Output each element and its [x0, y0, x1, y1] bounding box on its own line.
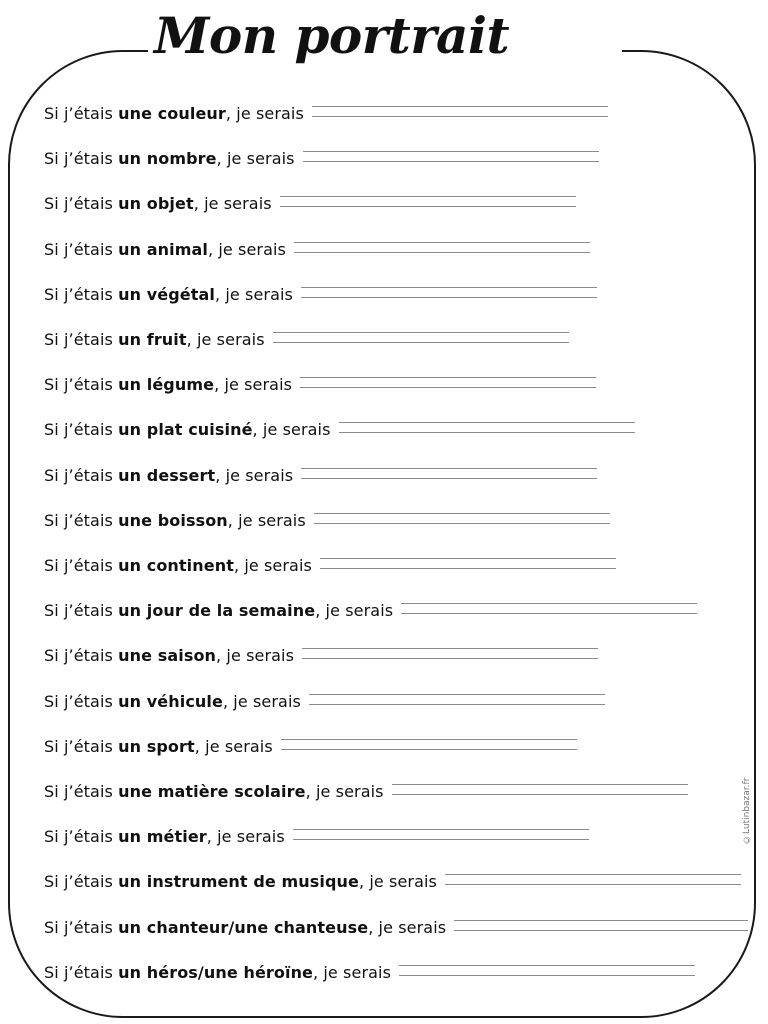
answer-line[interactable]	[300, 377, 596, 388]
sentence-suffix: , je serais	[305, 782, 384, 801]
sentence-topic: un sport	[118, 737, 195, 756]
sentence-label	[44, 692, 301, 712]
answer-line[interactable]	[301, 287, 597, 298]
sentence-prefix: Si j’étais	[44, 963, 119, 982]
sentence-prefix: Si j’étais	[44, 872, 119, 891]
sentence-row	[44, 236, 286, 260]
sentence-row	[44, 190, 272, 214]
sentence-suffix: , je serais	[193, 194, 272, 213]
sentence-label	[44, 330, 265, 350]
sentence-topic: un fruit	[118, 330, 187, 349]
page-title: Mon portrait	[154, 6, 510, 65]
sentence-prefix: Si j’étais	[44, 240, 119, 259]
answer-line[interactable]	[339, 422, 635, 433]
sentence-topic: une saison	[118, 646, 217, 665]
sentence-suffix: , je serais	[225, 104, 304, 123]
sentence-row	[44, 552, 312, 576]
answer-line[interactable]	[401, 603, 697, 614]
sentence-suffix: , je serais	[194, 737, 273, 756]
answer-line[interactable]	[294, 242, 590, 253]
sentence-prefix: Si j’étais	[44, 149, 119, 168]
sentence-prefix: Si j’étais	[44, 782, 119, 801]
sentence-row	[44, 778, 384, 802]
sentence-suffix: , je serais	[222, 692, 301, 711]
sentence-row	[44, 371, 292, 395]
sentence-topic: un végétal	[118, 285, 215, 304]
sentence-prefix: Si j’étais	[44, 646, 119, 665]
sentence-prefix: Si j’étais	[44, 692, 119, 711]
sentence-row	[44, 507, 306, 531]
sentence-suffix: , je serais	[208, 240, 286, 259]
sentence-prefix: Si j’étais	[44, 918, 119, 937]
sentence-label	[44, 646, 294, 666]
answer-line[interactable]	[312, 106, 608, 117]
sentence-suffix: , je serais	[252, 420, 331, 439]
sentence-prefix: Si j’étais	[44, 556, 119, 575]
sentence-suffix: , je serais	[216, 149, 295, 168]
sentence-label	[44, 194, 272, 214]
sentence-suffix: , je serais	[186, 330, 265, 349]
sentence-prefix: Si j’étais	[44, 466, 119, 485]
sentence-row	[44, 416, 331, 440]
sentence-row	[44, 326, 265, 350]
sentence-suffix: , je serais	[315, 601, 394, 620]
sentence-suffix: , je serais	[206, 827, 285, 846]
sentence-row	[44, 100, 304, 124]
answer-line[interactable]	[301, 468, 597, 479]
sentence-label	[44, 285, 293, 305]
sentence-row	[44, 823, 285, 847]
sentence-label	[44, 556, 312, 576]
sentence-prefix: Si j’étais	[44, 194, 119, 213]
sentence-suffix: , je serais	[358, 872, 437, 891]
sentence-topic: une boisson	[118, 511, 228, 530]
sentence-topic: un objet	[118, 194, 194, 213]
sentence-label	[44, 872, 437, 892]
sentence-row	[44, 733, 273, 757]
sentence-topic: un nombre	[118, 149, 217, 168]
sentence-row	[44, 597, 393, 621]
sentence-suffix: , je serais	[214, 375, 293, 394]
answer-line[interactable]	[454, 920, 748, 931]
sentence-suffix: , je serais	[227, 511, 306, 530]
sentence-topic: un légume	[118, 375, 215, 394]
sentence-prefix: Si j’étais	[44, 511, 119, 530]
sentence-row	[44, 959, 391, 983]
sentence-prefix: Si j’étais	[44, 104, 119, 123]
sentence-topic: un instrument de musique	[118, 872, 359, 891]
sentence-suffix: , je serais	[368, 918, 447, 937]
sentence-label	[44, 601, 393, 621]
sentence-label	[44, 149, 295, 169]
sentence-topic: un animal	[118, 240, 208, 259]
sentence-prefix: Si j’étais	[44, 827, 119, 846]
sentence-label	[44, 737, 273, 757]
sentence-label	[44, 466, 293, 486]
answer-line[interactable]	[399, 965, 695, 976]
sentence-topic: un héros/une héroïne	[118, 963, 314, 982]
sentence-topic: un jour de la semaine	[118, 601, 316, 620]
sentence-row	[44, 642, 294, 666]
sentence-prefix: Si j’étais	[44, 285, 119, 304]
answer-line[interactable]	[293, 829, 589, 840]
sentence-row	[44, 914, 446, 938]
sentence-topic: une matière scolaire	[118, 782, 306, 801]
sentence-prefix: Si j’étais	[44, 737, 119, 756]
sentence-label	[44, 104, 304, 124]
sentence-prefix: Si j’étais	[44, 601, 119, 620]
sentence-prefix: Si j’étais	[44, 330, 119, 349]
sentence-prefix: Si j’étais	[44, 375, 119, 394]
sentence-row	[44, 462, 293, 486]
sentence-topic: un métier	[118, 827, 207, 846]
sentence-suffix: , je serais	[233, 556, 312, 575]
sentence-suffix: , je serais	[214, 285, 293, 304]
sentence-topic: un chanteur/une chanteuse	[118, 918, 369, 937]
answer-line[interactable]	[392, 784, 688, 795]
answer-line[interactable]	[273, 332, 569, 343]
sentence-topic: une couleur	[118, 104, 226, 123]
sentence-suffix: , je serais	[216, 646, 295, 665]
sentence-row	[44, 868, 437, 892]
sentence-label	[44, 918, 446, 938]
sentence-suffix: , je serais	[313, 963, 392, 982]
answer-line[interactable]	[309, 694, 605, 705]
sentence-label	[44, 240, 286, 260]
sentence-label	[44, 375, 292, 395]
sentence-row	[44, 688, 301, 712]
answer-line[interactable]	[445, 874, 741, 885]
sentence-topic: un continent	[118, 556, 234, 575]
sentence-label	[44, 420, 331, 440]
answer-line[interactable]	[280, 196, 576, 207]
sentence-label	[44, 827, 285, 847]
answer-line[interactable]	[303, 151, 599, 162]
sentence-prefix: Si j’étais	[44, 420, 119, 439]
sentence-topic: un dessert	[118, 466, 216, 485]
sentence-row	[44, 145, 295, 169]
sentence-label	[44, 963, 391, 983]
answer-line[interactable]	[281, 739, 577, 750]
sentence-topic: un plat cuisiné	[118, 420, 253, 439]
sentence-label	[44, 782, 384, 802]
sentence-suffix: , je serais	[215, 466, 294, 485]
sentence-label	[44, 511, 306, 531]
answer-line[interactable]	[302, 648, 598, 659]
answer-line[interactable]	[320, 558, 616, 569]
copyright-credit: ©Lutinbazar.fr	[742, 777, 752, 845]
answer-line[interactable]	[314, 513, 610, 524]
sentence-row	[44, 281, 293, 305]
sentence-topic: un véhicule	[118, 692, 223, 711]
